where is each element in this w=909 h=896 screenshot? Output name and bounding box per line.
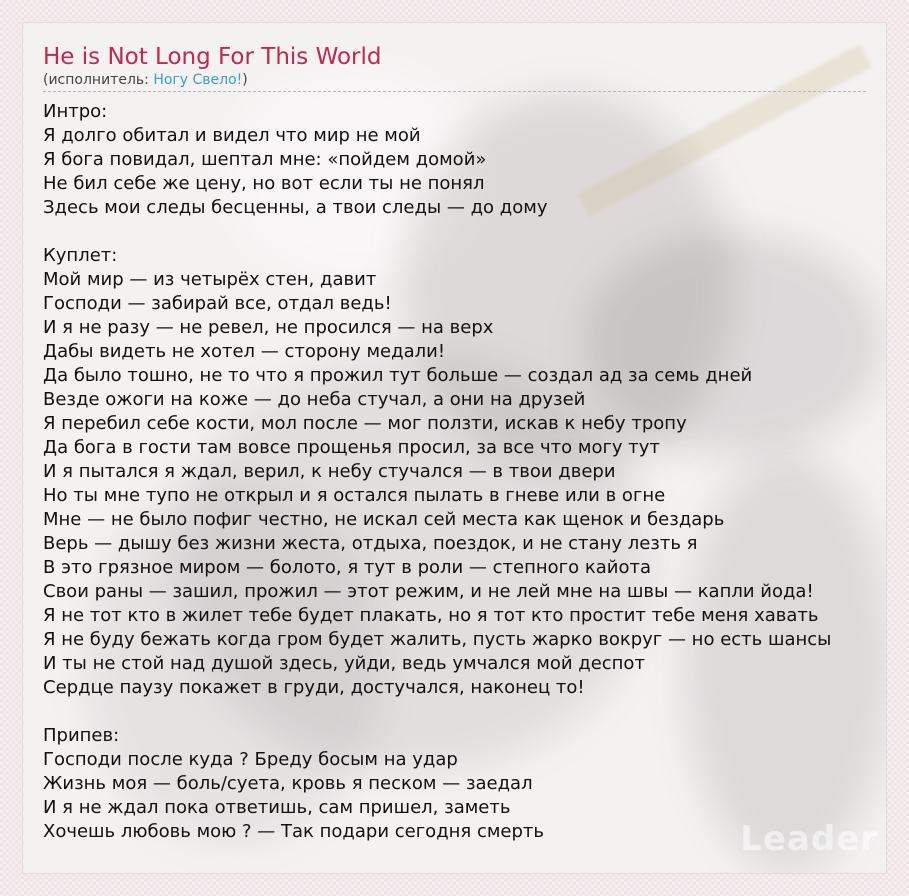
lyric-line: Дабы видеть не хотел — сторону медали! bbox=[43, 341, 446, 362]
stanza-heading: Интро: bbox=[43, 101, 108, 122]
stanza bbox=[43, 724, 866, 844]
artist-line bbox=[43, 71, 866, 92]
lyric-line: Везде ожоги на коже — до неба стучал, а они на друзей bbox=[43, 389, 586, 410]
lyric-line: Я не буду бежать когда гром будет жалить, пусть жарко вокруг — но есть шансы bbox=[43, 629, 832, 650]
lyric-line: Хочешь любовь мою ? — Так подари сегодня смерть bbox=[43, 821, 545, 842]
lyric-line: Да бога в гости там вовсе прощенья просил, за все что могу тут bbox=[43, 437, 660, 458]
lyric-line: Я перебил себе кости, мол после — мог ползти, искав к небу тропу bbox=[43, 413, 687, 434]
lyric-line: Я бога повидал, шептал мне: «пойдем домой» bbox=[43, 149, 487, 170]
watermark: Leader bbox=[740, 819, 878, 859]
lyric-line: Господи — забирай все, отдал ведь! bbox=[43, 293, 392, 314]
artist-link[interactable]: Ногу Свело! bbox=[153, 72, 243, 88]
stanza bbox=[43, 244, 866, 700]
lyrics-card bbox=[22, 22, 887, 874]
lyric-line: Здесь мои следы бесценны, а твои следы — до дому bbox=[43, 197, 548, 218]
song-title: He is Not Long For This World bbox=[43, 44, 382, 70]
lyric-line: Не бил себе же цену, но вот если ты не понял bbox=[43, 173, 485, 194]
lyric-line: И я не ждал пока ответишь, сам пришел, заметь bbox=[43, 797, 511, 818]
lyric-line: Мой мир — из четырёх стен, давит bbox=[43, 269, 377, 290]
lyric-line: И ты не стой над душой здесь, уйди, ведь умчался мой деспот bbox=[43, 653, 645, 674]
lyrics-body bbox=[43, 100, 866, 844]
lyric-line: Я долго обитал и видел что мир не мой bbox=[43, 125, 421, 146]
lyric-line: Мне — не было пофиг честно, не искал сей места как щенок и бездарь bbox=[43, 509, 725, 530]
lyric-line: Жизнь моя — боль/суета, кровь я песком — заедал bbox=[43, 773, 533, 794]
lyric-line: Свои раны — зашил, прожил — этот режим, и не лей мне на швы — капли йода! bbox=[43, 581, 814, 602]
stanza bbox=[43, 100, 866, 220]
lyric-line: Господи после куда ? Бреду босым на удар bbox=[43, 749, 458, 770]
lyric-line: Верь — дышу без жизни жеста, отдыха, поездок, и не стану лезть я bbox=[43, 533, 698, 554]
lyric-line: Но ты мне тупо не открыл и я остался пылать в гневе или в огне bbox=[43, 485, 666, 506]
lyric-line: Да было тошно, не то что я прожил тут больше — создал ад за семь дней bbox=[43, 365, 753, 386]
artist-suffix: ) bbox=[242, 72, 248, 88]
stanza-heading: Припев: bbox=[43, 725, 120, 746]
stanza-heading: Куплет: bbox=[43, 245, 118, 266]
artist-prefix: (исполнитель: bbox=[43, 72, 154, 88]
lyrics-content bbox=[43, 43, 866, 868]
lyric-line: И я пытался я ждал, верил, к небу стучался — в твои двери bbox=[43, 461, 616, 482]
lyric-line: И я не разу — не ревел, не просился — на верх bbox=[43, 317, 494, 338]
lyric-line: В это грязное миром — болото, я тут в роли — степного кайота bbox=[43, 557, 651, 578]
lyric-line: Сердце паузу покажет в груди, достучался, наконец то! bbox=[43, 677, 585, 698]
lyric-line: Я не тот кто в жилет тебе будет плакать, но я тот кто простит тебе меня хавать bbox=[43, 605, 819, 626]
